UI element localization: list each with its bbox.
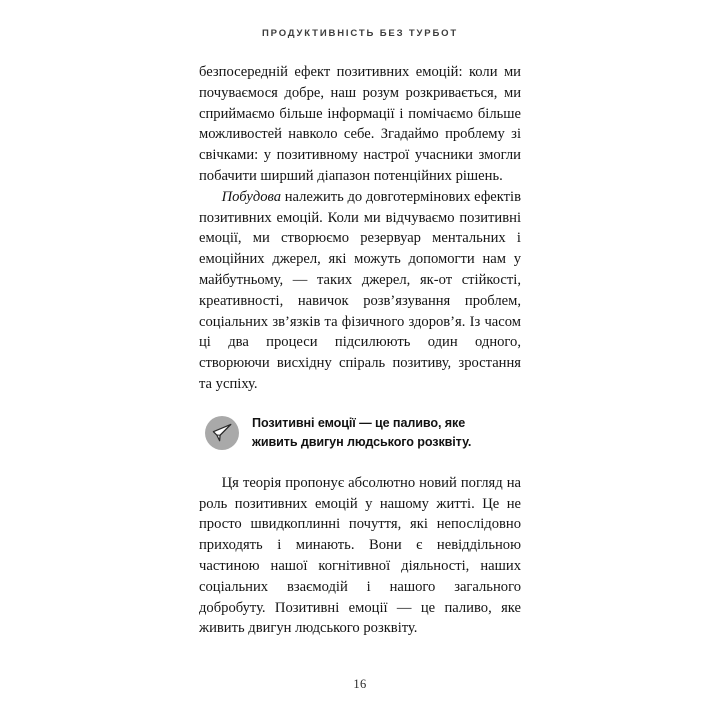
callout-line-1: Позитивні емоції — це паливо, яке xyxy=(252,415,466,430)
running-head: ПРОДУКТИВНІСТЬ БЕЗ ТУРБОТ xyxy=(261,28,459,39)
callout-text xyxy=(252,414,471,452)
paper-plane-icon xyxy=(205,416,239,450)
callout-line-2: живить двигун людського розквіту. xyxy=(252,434,472,449)
paragraph-1: безпосередній ефект позитивних емоцій: коли ми почуваємося добре, наш розум розкривається, ми сприймаємо більше інформації і помічаємо більше можливостей навколо себе. Згадаймо проблему зі свічками: у позитивному настрої учасники змогли побачити ширший діапазон потенційних рішень. xyxy=(199,64,521,184)
paragraph-2 xyxy=(199,187,521,395)
text-column xyxy=(199,62,521,639)
paragraph-2-italic-lead: Побудова xyxy=(221,188,282,205)
paragraph-3: Ця теорія пропонує абсолютно новий погляд на роль позитивних емоцій у нашому житті. Це не просто швидкоплинні почуття, які непослідовно приходять і минають. Вони є невіддільною частиною нашої когнітивної діяльності, наших соціальних взаємодій і нашого загального добробуту. Позитивні емоції — це паливо, яке живить двигун людського розквіту. xyxy=(199,474,521,637)
page-number: 16 xyxy=(353,677,367,691)
callout-quote xyxy=(199,414,521,452)
paragraph-2-text: належить до довготермінових ефектів позитивних емоцій. Коли ми відчуваємо позитивні емоції, ми створюємо резервуар ментальних і емоційних джерел, які можуть допомогти нам у майбутньому, — таких джерел, як-от стійкості, креативності, навичок розв’язування проблем, соціальних зв’язків та фізичного здоров’я. Із часом ці два процеси підсилюють один одного, створюючи висхідну спіраль позитиву, зростання та успіху. xyxy=(199,188,521,392)
